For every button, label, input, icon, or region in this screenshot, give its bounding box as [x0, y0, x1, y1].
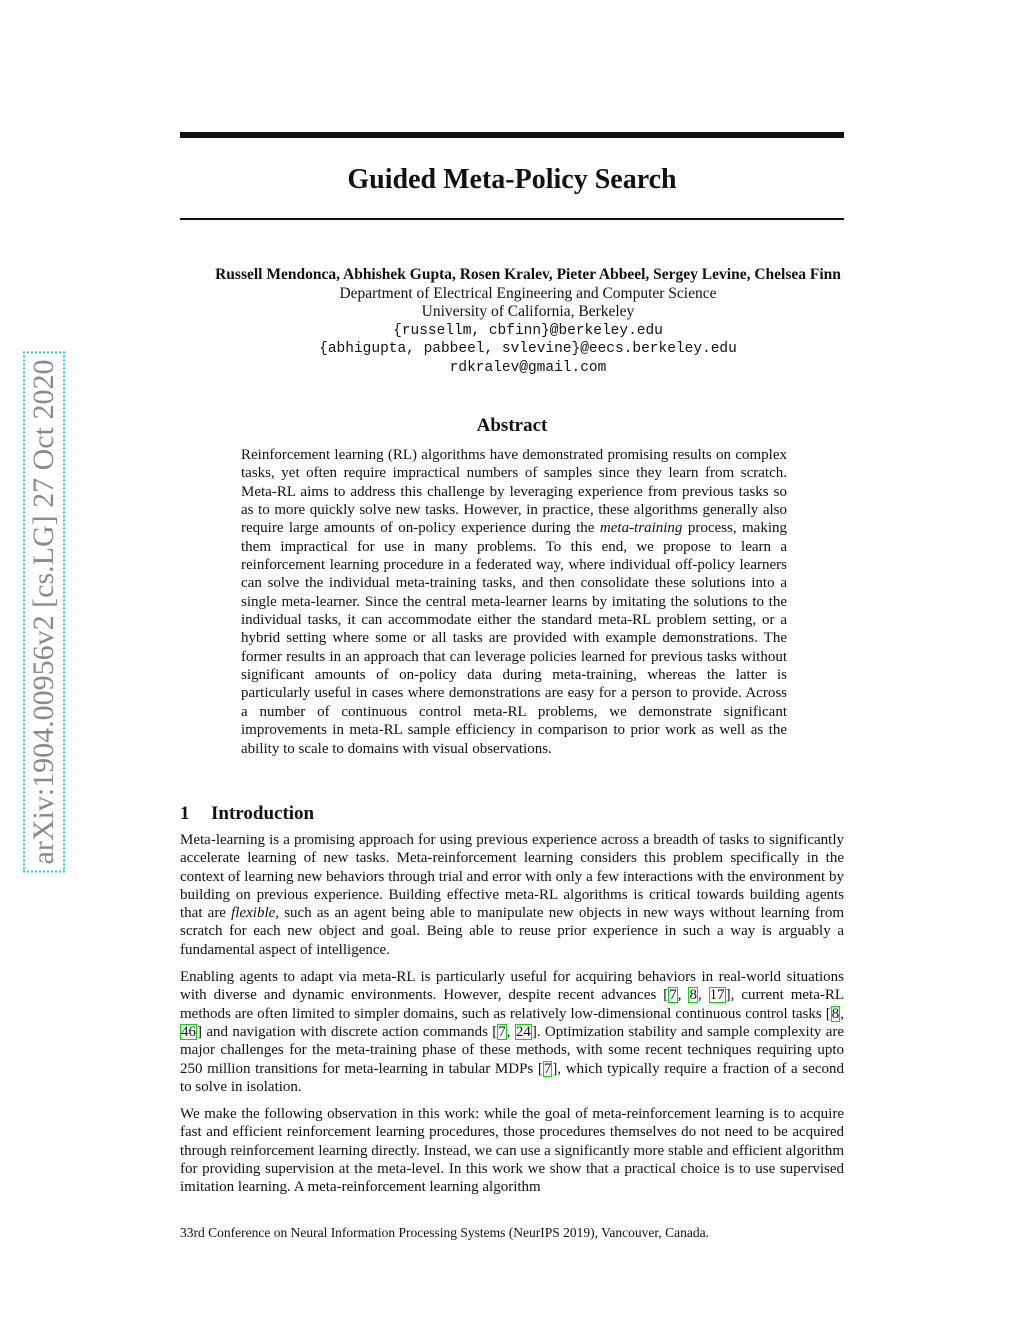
abstract-text-part-a: Reinforcement learning (RL) algorithms have demonstrated promising results on complex tasks, yet often require impractical numbers of samples since they learn from scratch. Meta-RL aims to address this challenge by leveraging experience from previous tasks so as to more quickly solve new tasks. However, in practice, these algorithms generally also require large amounts of on-policy experience during the [241, 447, 787, 537]
citation-link[interactable]: 7 [543, 1060, 552, 1077]
citation-link[interactable]: 8 [689, 987, 697, 1004]
paper-title: Guided Meta-Policy Search [347, 164, 677, 195]
intro-p2-text-b: ], current meta-RL methods are often limited to simpler domains, such as relatively low-dimensional continuous control tasks [ [180, 987, 845, 1022]
author-email-1[interactable]: {russellm, cbfinn}@berkeley.edu [393, 322, 663, 339]
citation-link[interactable]: 46 [181, 1023, 196, 1040]
citation-link[interactable]: 24 [515, 1023, 531, 1040]
section-heading-introduction [180, 802, 314, 826]
intro-p1-text-b: , such as an agent being able to manipulate new objects in new ways without learning from scratch for each new object and goal. Being able to reuse prior experience in such a way is arguably a fundamental aspect of intelligence. [180, 905, 844, 958]
abstract-emphasis: meta-training [599, 520, 683, 537]
intro-paragraph-3: We make the following observation in this work: while the goal of meta-reinforcement learning is to acquire fast and efficient reinforcement learning procedures, those procedures themselves do not need to be acquired through reinforcement learning directly. Instead, we can use a significantly more stable and efficient algorithm for providing supervision at the meta-level. In this work we show that a practical choice is to use supervised imitation learning. A meta-reinforcement learning algorithm [180, 1106, 844, 1196]
title-bottom-rule [180, 218, 844, 220]
conference-footnote: 33rd Conference on Neural Information Processing Systems (NeurIPS 2019), Vancouver, Canada. [180, 1225, 709, 1240]
intro-paragraph-1 [180, 831, 844, 959]
section-number: 1 [180, 803, 190, 824]
introduction-body [180, 831, 844, 1206]
abstract-text-part-b: process, making them impractical for use in many problems. To this end, we propose to learn a reinforcement learning procedure in a federated way, where individual off-policy learners can solve the individual meta-training tasks, and then consolidate these solutions into a single meta-learner. Since the central meta-learner learns by imitating the solutions to the individual tasks, it can accommodate either the standard meta-RL problem setting, or a hybrid setting where some or all tasks are provided with example demonstrations. The former results in an approach that can leverage policies learned for previous tasks without significant amounts of on-policy data during meta-training, whereas the latter is particularly useful in cases where demonstrations are easy for a person to provide. Across a number of continuous control meta-RL problems, we demonstrate significant improvements in meta-RL sample efficiency in comparison to prior work as well as the ability to scale to domains with visual observations. [241, 520, 787, 757]
citation-link[interactable]: 7 [498, 1023, 506, 1040]
author-block [170, 266, 886, 377]
citation-separator: , [677, 987, 689, 1004]
citation-link[interactable]: 7 [669, 987, 677, 1004]
intro-paragraph-2 [180, 968, 844, 1096]
abstract-heading: Abstract [476, 415, 548, 436]
intro-p1-text-a: Meta-learning is a promising approach for using previous experience across a breadth of tasks to significantly accelerate learning of new tasks. Meta-reinforcement learning considers this problem specifically in the context of learning new behaviors through trial and error with only a few interactions with the environment by building on previous experience. Building effective meta-RL algorithms is critical towards building agents that are [180, 832, 844, 922]
abstract-text [241, 446, 787, 758]
intro-p2-text-e: ], which typically require a fraction of a second to solve in isolation. [180, 1060, 844, 1095]
citation-link[interactable]: 8 [831, 1005, 840, 1022]
author-email-3[interactable]: rdkralev@gmail.com [449, 359, 607, 376]
arxiv-identifier[interactable]: arXiv:1904.00956v2 [cs.LG] 27 Oct 2020 [23, 352, 65, 873]
title-top-rule [180, 132, 844, 138]
section-title: Introduction [211, 803, 315, 824]
citation-link[interactable]: 17 [709, 987, 725, 1004]
citation-separator: , [697, 987, 709, 1004]
intro-p2-text-a: Enabling agents to adapt via meta-RL is particularly useful for acquiring behaviors in real-world situations with diverse and dynamic environments. However, despite recent advances [ [180, 969, 844, 1004]
intro-p1-emphasis: flexible [231, 905, 276, 922]
intro-p2-text-d: ]. Optimization stability and sample complexity are major challenges for the meta-training phase of these methods, with some recent techniques requiring upto 250 million transitions for meta-learning in tabular MDPs [ [180, 1023, 845, 1077]
intro-p2-text-c: ] and navigation with discrete action commands [ [197, 1023, 498, 1040]
affiliation-department: Department of Electrical Engineering and Computer Science [339, 284, 717, 302]
author-names: Russell Mendonca, Abhishek Gupta, Rosen Kralev, Pieter Abbeel, Sergey Levine, Chelsea Finn [215, 266, 841, 283]
affiliation-university: University of California, Berkeley [421, 303, 635, 320]
citation-separator: , [506, 1023, 515, 1040]
citation-separator: , [840, 1005, 844, 1022]
author-email-2[interactable]: {abhigupta, pabbeel, svlevine}@eecs.berkeley.edu [319, 341, 737, 357]
